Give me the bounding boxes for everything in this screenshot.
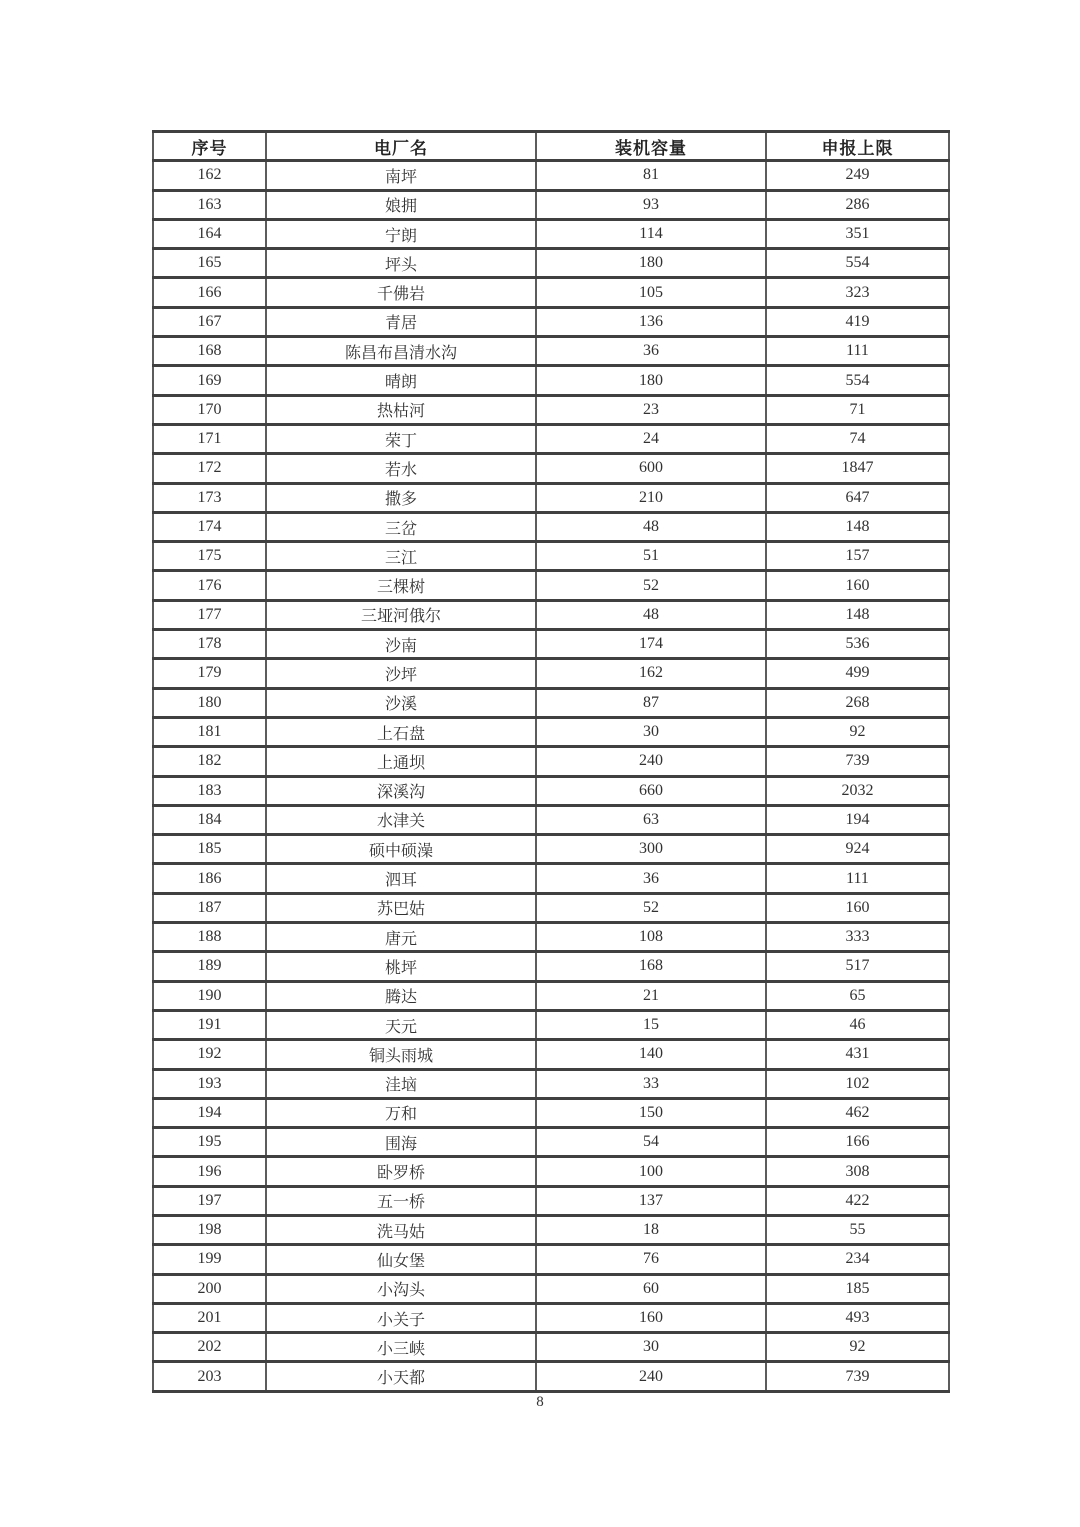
cell-plant-name: 洼垴 xyxy=(266,1069,536,1098)
cell-plant-name: 卧罗桥 xyxy=(266,1157,536,1186)
cell-index: 169 xyxy=(153,366,266,395)
cell-plant-name: 洗马姑 xyxy=(266,1215,536,1244)
cell-declared-limit: 160 xyxy=(766,893,949,922)
cell-index: 163 xyxy=(153,190,266,219)
cell-plant-name: 上石盘 xyxy=(266,717,536,746)
table-row xyxy=(153,337,949,366)
cell-installed-capacity: 240 xyxy=(536,747,766,776)
table-row xyxy=(153,278,949,307)
table-row xyxy=(153,424,949,453)
cell-plant-name: 宁朗 xyxy=(266,219,536,248)
cell-installed-capacity: 180 xyxy=(536,366,766,395)
table-row xyxy=(153,835,949,864)
cell-installed-capacity: 60 xyxy=(536,1274,766,1303)
cell-declared-limit: 268 xyxy=(766,688,949,717)
table-row xyxy=(153,1333,949,1362)
table-row xyxy=(153,1069,949,1098)
cell-installed-capacity: 162 xyxy=(536,659,766,688)
cell-plant-name: 沙溪 xyxy=(266,688,536,717)
cell-index: 185 xyxy=(153,835,266,864)
cell-installed-capacity: 160 xyxy=(536,1303,766,1332)
cell-plant-name: 娘拥 xyxy=(266,190,536,219)
cell-plant-name: 千佛岩 xyxy=(266,278,536,307)
cell-index: 176 xyxy=(153,571,266,600)
cell-index: 194 xyxy=(153,1098,266,1127)
cell-index: 200 xyxy=(153,1274,266,1303)
table-row xyxy=(153,190,949,219)
table-row xyxy=(153,219,949,248)
cell-installed-capacity: 51 xyxy=(536,542,766,571)
cell-installed-capacity: 87 xyxy=(536,688,766,717)
cell-declared-limit: 323 xyxy=(766,278,949,307)
table-row xyxy=(153,600,949,629)
table-row xyxy=(153,1040,949,1069)
cell-index: 189 xyxy=(153,952,266,981)
cell-installed-capacity: 210 xyxy=(536,483,766,512)
cell-plant-name: 沙坪 xyxy=(266,659,536,688)
cell-plant-name: 荣丁 xyxy=(266,424,536,453)
cell-declared-limit: 92 xyxy=(766,717,949,746)
cell-declared-limit: 462 xyxy=(766,1098,949,1127)
cell-declared-limit: 148 xyxy=(766,600,949,629)
table-row xyxy=(153,1245,949,1274)
cell-declared-limit: 55 xyxy=(766,1215,949,1244)
cell-plant-name: 小沟头 xyxy=(266,1274,536,1303)
cell-plant-name: 沙南 xyxy=(266,630,536,659)
cell-declared-limit: 185 xyxy=(766,1274,949,1303)
cell-index: 198 xyxy=(153,1215,266,1244)
cell-declared-limit: 739 xyxy=(766,1362,949,1391)
cell-declared-limit: 351 xyxy=(766,219,949,248)
table-row xyxy=(153,1215,949,1244)
cell-installed-capacity: 114 xyxy=(536,219,766,248)
table-row xyxy=(153,776,949,805)
cell-declared-limit: 2032 xyxy=(766,776,949,805)
cell-plant-name: 三江 xyxy=(266,542,536,571)
table-row xyxy=(153,483,949,512)
cell-declared-limit: 71 xyxy=(766,395,949,424)
cell-index: 196 xyxy=(153,1157,266,1186)
table-row xyxy=(153,1186,949,1215)
cell-installed-capacity: 24 xyxy=(536,424,766,453)
cell-declared-limit: 554 xyxy=(766,249,949,278)
cell-plant-name: 水津关 xyxy=(266,805,536,834)
cell-index: 170 xyxy=(153,395,266,424)
table-row xyxy=(153,893,949,922)
cell-index: 199 xyxy=(153,1245,266,1274)
cell-installed-capacity: 150 xyxy=(536,1098,766,1127)
table-row xyxy=(153,717,949,746)
power-plant-table xyxy=(152,130,950,1393)
cell-declared-limit: 74 xyxy=(766,424,949,453)
cell-plant-name: 上通坝 xyxy=(266,747,536,776)
table-row xyxy=(153,366,949,395)
cell-declared-limit: 194 xyxy=(766,805,949,834)
cell-installed-capacity: 180 xyxy=(536,249,766,278)
cell-plant-name: 撒多 xyxy=(266,483,536,512)
table-row xyxy=(153,1098,949,1127)
cell-installed-capacity: 48 xyxy=(536,600,766,629)
table-row xyxy=(153,395,949,424)
cell-plant-name: 小三峡 xyxy=(266,1333,536,1362)
cell-index: 167 xyxy=(153,307,266,336)
cell-installed-capacity: 33 xyxy=(536,1069,766,1098)
cell-index: 164 xyxy=(153,219,266,248)
table-row xyxy=(153,630,949,659)
cell-index: 174 xyxy=(153,512,266,541)
cell-plant-name: 深溪沟 xyxy=(266,776,536,805)
cell-index: 173 xyxy=(153,483,266,512)
cell-installed-capacity: 174 xyxy=(536,630,766,659)
cell-installed-capacity: 660 xyxy=(536,776,766,805)
cell-installed-capacity: 100 xyxy=(536,1157,766,1186)
cell-index: 197 xyxy=(153,1186,266,1215)
table-row xyxy=(153,542,949,571)
cell-plant-name: 泗耳 xyxy=(266,864,536,893)
cell-installed-capacity: 36 xyxy=(536,864,766,893)
cell-index: 171 xyxy=(153,424,266,453)
cell-declared-limit: 419 xyxy=(766,307,949,336)
cell-installed-capacity: 81 xyxy=(536,161,766,190)
cell-plant-name: 小关子 xyxy=(266,1303,536,1332)
cell-installed-capacity: 52 xyxy=(536,893,766,922)
cell-declared-limit: 431 xyxy=(766,1040,949,1069)
cell-declared-limit: 46 xyxy=(766,1010,949,1039)
cell-declared-limit: 102 xyxy=(766,1069,949,1098)
cell-plant-name: 晴朗 xyxy=(266,366,536,395)
cell-index: 201 xyxy=(153,1303,266,1332)
table-row xyxy=(153,659,949,688)
cell-installed-capacity: 30 xyxy=(536,717,766,746)
cell-plant-name: 苏巴姑 xyxy=(266,893,536,922)
cell-index: 181 xyxy=(153,717,266,746)
cell-installed-capacity: 21 xyxy=(536,981,766,1010)
cell-index: 166 xyxy=(153,278,266,307)
cell-plant-name: 三岔 xyxy=(266,512,536,541)
cell-declared-limit: 308 xyxy=(766,1157,949,1186)
cell-installed-capacity: 15 xyxy=(536,1010,766,1039)
cell-installed-capacity: 76 xyxy=(536,1245,766,1274)
cell-index: 172 xyxy=(153,454,266,483)
cell-declared-limit: 234 xyxy=(766,1245,949,1274)
table-row xyxy=(153,249,949,278)
cell-declared-limit: 493 xyxy=(766,1303,949,1332)
table-row xyxy=(153,805,949,834)
cell-index: 187 xyxy=(153,893,266,922)
cell-plant-name: 硕中硕澡 xyxy=(266,835,536,864)
cell-plant-name: 青居 xyxy=(266,307,536,336)
table-row xyxy=(153,688,949,717)
header-plant-name: 电厂名 xyxy=(266,132,536,161)
cell-declared-limit: 333 xyxy=(766,923,949,952)
cell-plant-name: 唐元 xyxy=(266,923,536,952)
cell-plant-name: 陈昌布昌清水沟 xyxy=(266,337,536,366)
cell-declared-limit: 499 xyxy=(766,659,949,688)
cell-index: 175 xyxy=(153,542,266,571)
cell-installed-capacity: 136 xyxy=(536,307,766,336)
cell-index: 182 xyxy=(153,747,266,776)
cell-installed-capacity: 48 xyxy=(536,512,766,541)
cell-index: 180 xyxy=(153,688,266,717)
cell-plant-name: 若水 xyxy=(266,454,536,483)
cell-installed-capacity: 36 xyxy=(536,337,766,366)
cell-declared-limit: 1847 xyxy=(766,454,949,483)
table-row xyxy=(153,1157,949,1186)
cell-installed-capacity: 108 xyxy=(536,923,766,952)
cell-index: 188 xyxy=(153,923,266,952)
cell-index: 183 xyxy=(153,776,266,805)
cell-index: 192 xyxy=(153,1040,266,1069)
table-row xyxy=(153,1274,949,1303)
cell-installed-capacity: 63 xyxy=(536,805,766,834)
cell-plant-name: 万和 xyxy=(266,1098,536,1127)
cell-declared-limit: 739 xyxy=(766,747,949,776)
cell-plant-name: 桃坪 xyxy=(266,952,536,981)
cell-declared-limit: 554 xyxy=(766,366,949,395)
cell-installed-capacity: 600 xyxy=(536,454,766,483)
table-row xyxy=(153,512,949,541)
cell-declared-limit: 157 xyxy=(766,542,949,571)
table-row xyxy=(153,952,949,981)
cell-declared-limit: 160 xyxy=(766,571,949,600)
table-row xyxy=(153,454,949,483)
cell-index: 162 xyxy=(153,161,266,190)
cell-plant-name: 仙女堡 xyxy=(266,1245,536,1274)
cell-installed-capacity: 52 xyxy=(536,571,766,600)
cell-declared-limit: 647 xyxy=(766,483,949,512)
cell-installed-capacity: 30 xyxy=(536,1333,766,1362)
cell-installed-capacity: 240 xyxy=(536,1362,766,1391)
cell-plant-name: 坪头 xyxy=(266,249,536,278)
cell-index: 168 xyxy=(153,337,266,366)
cell-declared-limit: 517 xyxy=(766,952,949,981)
cell-declared-limit: 422 xyxy=(766,1186,949,1215)
cell-index: 203 xyxy=(153,1362,266,1391)
cell-index: 184 xyxy=(153,805,266,834)
cell-plant-name: 小天都 xyxy=(266,1362,536,1391)
cell-declared-limit: 65 xyxy=(766,981,949,1010)
header-installed-capacity: 装机容量 xyxy=(536,132,766,161)
cell-installed-capacity: 23 xyxy=(536,395,766,424)
cell-index: 202 xyxy=(153,1333,266,1362)
cell-declared-limit: 111 xyxy=(766,864,949,893)
cell-plant-name: 五一桥 xyxy=(266,1186,536,1215)
cell-installed-capacity: 105 xyxy=(536,278,766,307)
cell-plant-name: 三垭河俄尔 xyxy=(266,600,536,629)
table-row xyxy=(153,571,949,600)
cell-index: 165 xyxy=(153,249,266,278)
cell-plant-name: 铜头雨城 xyxy=(266,1040,536,1069)
table-row xyxy=(153,161,949,190)
cell-index: 191 xyxy=(153,1010,266,1039)
table-row xyxy=(153,1303,949,1332)
table-row xyxy=(153,1128,949,1157)
table-header-row xyxy=(153,132,949,161)
table-row xyxy=(153,747,949,776)
cell-declared-limit: 166 xyxy=(766,1128,949,1157)
header-index: 序号 xyxy=(153,132,266,161)
table-row xyxy=(153,1010,949,1039)
table-row xyxy=(153,981,949,1010)
table-row xyxy=(153,864,949,893)
header-declared-limit: 申报上限 xyxy=(766,132,949,161)
cell-plant-name: 南坪 xyxy=(266,161,536,190)
cell-index: 186 xyxy=(153,864,266,893)
cell-declared-limit: 249 xyxy=(766,161,949,190)
cell-installed-capacity: 54 xyxy=(536,1128,766,1157)
cell-plant-name: 热枯河 xyxy=(266,395,536,424)
cell-index: 193 xyxy=(153,1069,266,1098)
cell-installed-capacity: 140 xyxy=(536,1040,766,1069)
cell-index: 177 xyxy=(153,600,266,629)
page-number: 8 xyxy=(536,1394,544,1410)
cell-index: 190 xyxy=(153,981,266,1010)
cell-installed-capacity: 300 xyxy=(536,835,766,864)
cell-plant-name: 围海 xyxy=(266,1128,536,1157)
cell-installed-capacity: 168 xyxy=(536,952,766,981)
cell-installed-capacity: 93 xyxy=(536,190,766,219)
table-row xyxy=(153,1362,949,1391)
cell-declared-limit: 111 xyxy=(766,337,949,366)
table-row xyxy=(153,923,949,952)
cell-plant-name: 三棵树 xyxy=(266,571,536,600)
table-row xyxy=(153,307,949,336)
cell-declared-limit: 536 xyxy=(766,630,949,659)
cell-plant-name: 天元 xyxy=(266,1010,536,1039)
cell-installed-capacity: 137 xyxy=(536,1186,766,1215)
cell-declared-limit: 148 xyxy=(766,512,949,541)
cell-index: 178 xyxy=(153,630,266,659)
cell-index: 195 xyxy=(153,1128,266,1157)
cell-declared-limit: 92 xyxy=(766,1333,949,1362)
cell-declared-limit: 286 xyxy=(766,190,949,219)
cell-plant-name: 腾达 xyxy=(266,981,536,1010)
cell-installed-capacity: 18 xyxy=(536,1215,766,1244)
cell-declared-limit: 924 xyxy=(766,835,949,864)
cell-index: 179 xyxy=(153,659,266,688)
